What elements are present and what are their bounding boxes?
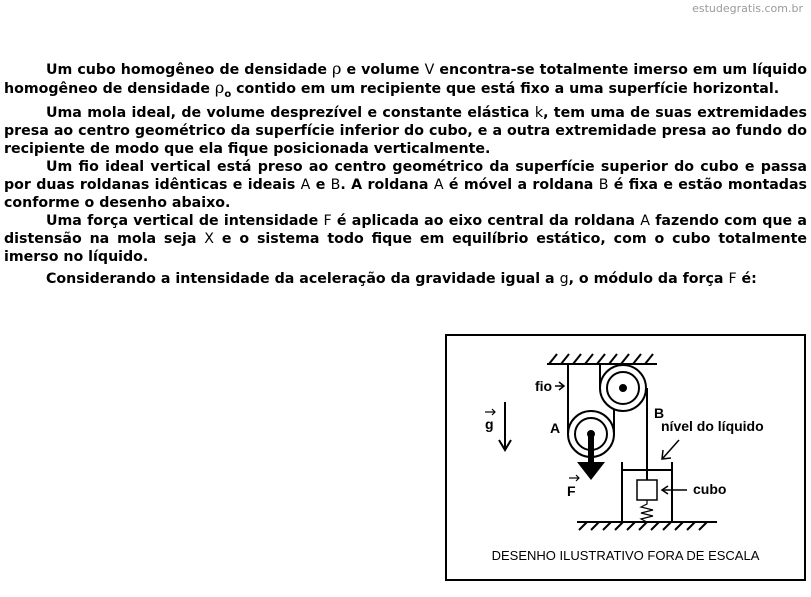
B-symbol: B [598, 177, 609, 193]
paragraph-3 [4, 158, 807, 212]
cubo-arrow [662, 486, 687, 494]
text: Considerando a intensidade da aceleração da gravidade igual a [46, 271, 560, 287]
figure-caption: DESENHO ILUSTRATIVO FORA DE ESCALA [491, 548, 760, 563]
text: é móvel a roldana [443, 177, 599, 193]
text: é aplicada ao eixo central da roldana [331, 213, 641, 229]
X-symbol: X [204, 231, 215, 247]
F-symbol: F [323, 213, 332, 229]
text: , tem uma de suas extremidades presa ao centro geométrico da superfície inferior do cubo, e a outra extremidade presa ao fundo do recipiente de modo que ela fique posicionada verticalmente. [4, 105, 807, 157]
fio-arrow [555, 382, 564, 390]
paragraph-1 [4, 60, 807, 104]
volume-symbol: V [424, 62, 435, 78]
text: encontra-se totalmente imerso em um líquido homogêneo de densidade [4, 62, 808, 97]
watermark: estudegratis.com.br [692, 2, 803, 15]
vector-bars [485, 409, 579, 481]
text: Um fio ideal vertical está preso ao centro geométrico da superfície superior do cubo e passa por duas roldanas idênticas e ideais [4, 159, 807, 193]
A-symbol: A [640, 213, 650, 229]
F-symbol: F [728, 271, 737, 287]
nivel-arrow [662, 440, 679, 459]
k-symbol: k [534, 105, 544, 121]
text: contido em um recipiente que está fixo a uma superfície horizontal. [231, 81, 780, 97]
B-symbol: B [330, 177, 341, 193]
floor [577, 522, 717, 530]
label-a: A [550, 420, 561, 436]
rho0-symbol: ρ [214, 78, 225, 97]
text: e [310, 177, 331, 193]
label-f: F [567, 483, 576, 499]
question-text [4, 60, 807, 288]
text: Um cubo homogêneo de densidade [46, 62, 333, 78]
text: e o sistema todo fique em equilíbrio estático, com o cubo totalmente imerso no líquido. [4, 231, 807, 265]
diagram-svg [447, 336, 804, 579]
A-symbol: A [433, 177, 444, 193]
text: fazendo com que a distensão na mola seja [4, 213, 807, 247]
text: é: [736, 271, 757, 287]
label-fio: fio [535, 378, 553, 394]
spring [641, 500, 653, 522]
text: e volume [341, 62, 425, 78]
label-cubo: cubo [693, 481, 727, 497]
label-nivel: nível do líquido [661, 418, 764, 434]
paragraph-5 [4, 270, 807, 288]
paragraph-2 [4, 104, 807, 158]
text: Uma força vertical de intensidade [46, 213, 324, 229]
label-b: B [654, 405, 665, 421]
paragraph-4 [4, 212, 807, 266]
text: Uma mola ideal, de volume desprezível e constante elástica [46, 105, 535, 121]
g-symbol: g [559, 271, 569, 287]
rho0-subscript: o [224, 89, 232, 100]
rho-symbol: ρ [332, 59, 342, 78]
label-g: g [485, 416, 494, 432]
pulley-diagram [445, 334, 806, 581]
ceiling [547, 354, 657, 364]
gravity-arrow [499, 402, 511, 450]
A-symbol: A [300, 177, 311, 193]
cube [637, 480, 657, 500]
text: é fixa e estão montadas conforme o desenho abaixo. [4, 177, 807, 211]
pulley-b [600, 365, 646, 411]
text: . A roldana [340, 177, 434, 193]
text: , o módulo da força [568, 271, 729, 287]
